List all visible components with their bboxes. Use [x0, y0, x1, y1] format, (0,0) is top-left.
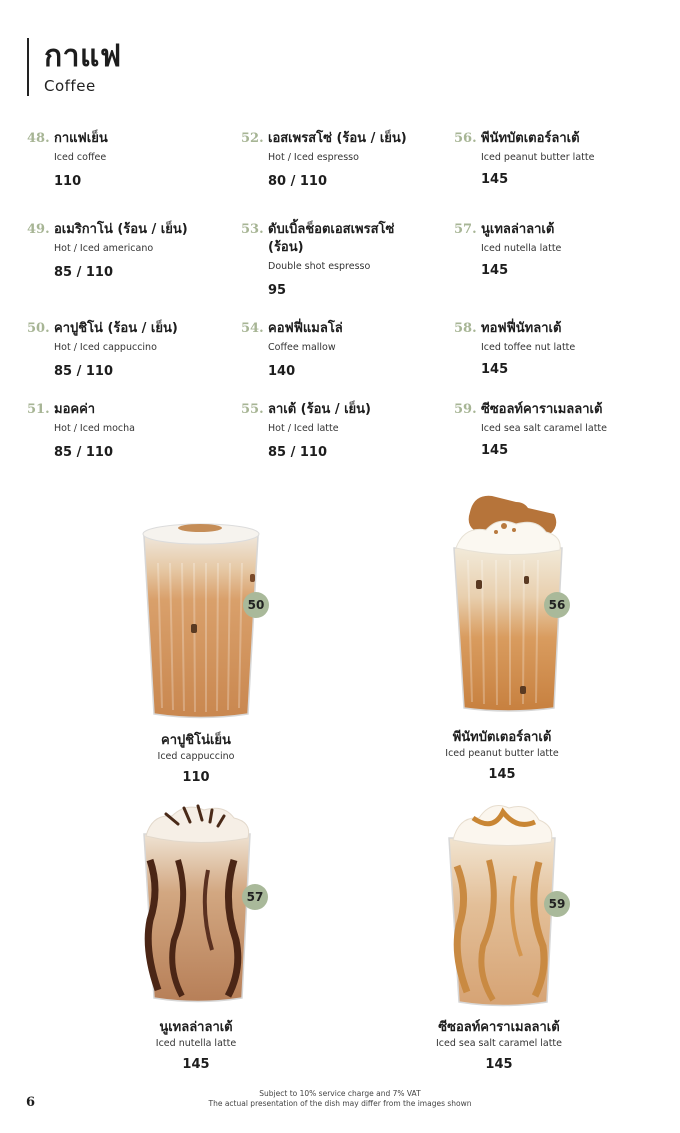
- item-description: Coffee mallow: [268, 342, 336, 353]
- featured-caption: [106, 1019, 286, 1073]
- page-header: [27, 38, 122, 96]
- menu-item[interactable]: [241, 221, 431, 299]
- item-price: 85 / 110: [268, 445, 328, 460]
- featured-name: นูเทลล่าลาเต้: [159, 1020, 233, 1035]
- featured-caption: [412, 729, 592, 783]
- item-price: 80 / 110: [268, 174, 328, 189]
- item-description: Hot / Iced espresso: [268, 152, 359, 163]
- item-description: Hot / Iced cappuccino: [54, 342, 157, 353]
- item-number: 56.: [454, 131, 477, 146]
- featured-name: ซีซอลท์คาราเมลลาเต้: [438, 1020, 560, 1035]
- footer-note: [150, 1089, 530, 1109]
- item-number: 59.: [454, 402, 477, 417]
- iced-cappuccino-photo: [138, 518, 264, 720]
- featured-name: พีนัทบัตเตอร์ลาเต้: [452, 730, 552, 745]
- item-number: 48.: [27, 131, 50, 146]
- item-price: 145: [481, 443, 509, 458]
- featured-description: Iced nutella latte: [155, 1038, 237, 1049]
- item-number: 57.: [454, 222, 477, 237]
- item-price: 145: [481, 172, 509, 187]
- item-name: มอคค่า: [54, 402, 96, 417]
- item-description: Hot / Iced mocha: [54, 423, 135, 434]
- featured-caption: [106, 732, 286, 786]
- item-number: 55.: [241, 402, 264, 417]
- item-price: 95: [268, 283, 287, 298]
- item-name: เอสเพรสโซ่ (ร้อน / เย็น): [268, 131, 407, 146]
- item-name: อเมริกาโน่ (ร้อน / เย็น): [54, 222, 188, 237]
- menu-item[interactable]: [454, 221, 654, 279]
- item-price: 85 / 110: [54, 445, 114, 460]
- item-name: พีนัทบัตเตอร์ลาเต้: [481, 131, 580, 146]
- menu-item[interactable]: [241, 401, 441, 461]
- item-name: ซีซอลท์คาราเมลลาเต้: [481, 402, 603, 417]
- page-number: 6: [26, 1095, 36, 1110]
- item-number-badge: 57: [242, 884, 268, 910]
- featured-description: Iced cappuccino: [157, 751, 235, 762]
- item-name: คอฟฟี่แมลโล่: [268, 321, 343, 336]
- menu-item[interactable]: [27, 221, 227, 281]
- menu-item[interactable]: [27, 401, 227, 461]
- item-price: 85 / 110: [54, 364, 114, 379]
- item-description: Iced toffee nut latte: [481, 342, 576, 353]
- featured-description: Iced sea salt caramel latte: [436, 1038, 562, 1049]
- featured-price: 145: [182, 1057, 210, 1072]
- item-number: 53.: [241, 222, 264, 237]
- item-number-badge: 56: [544, 592, 570, 618]
- item-name: ทอฟฟี่นัทลาเต้: [481, 321, 562, 336]
- item-name: นูเทลล่าลาเต้: [481, 222, 555, 237]
- item-number-badge: 59: [544, 891, 570, 917]
- item-description: Hot / Iced americano: [54, 243, 154, 254]
- service-charge-note: Subject to 10% service charge and 7% VAT: [259, 1089, 421, 1098]
- disclaimer-note: The actual presentation of the dish may differ from the images shown: [208, 1099, 472, 1108]
- item-description: Iced sea salt caramel latte: [481, 423, 607, 434]
- featured-price: 145: [488, 767, 516, 782]
- item-number-badge: 50: [243, 592, 269, 618]
- menu-item[interactable]: [454, 130, 654, 188]
- menu-item[interactable]: [27, 130, 227, 190]
- menu-item[interactable]: [454, 401, 664, 459]
- item-name: กาแฟเย็น: [54, 131, 108, 146]
- featured-caption: [409, 1019, 589, 1073]
- item-description: Hot / Iced latte: [268, 423, 339, 434]
- item-description: Iced coffee: [54, 152, 107, 163]
- menu-item[interactable]: [241, 320, 441, 380]
- page-title-thai: กาแฟ: [44, 39, 122, 74]
- menu-item[interactable]: [27, 320, 227, 380]
- item-price: 110: [54, 174, 82, 189]
- item-number: 52.: [241, 131, 264, 146]
- item-price: 140: [268, 364, 296, 379]
- item-price: 145: [481, 263, 509, 278]
- item-number: 49.: [27, 222, 50, 237]
- item-description: Double shot espresso: [268, 261, 371, 272]
- item-price: 85 / 110: [54, 265, 114, 280]
- item-number: 54.: [241, 321, 264, 336]
- featured-name: คาปูชิโน่เย็น: [161, 733, 231, 748]
- item-number: 58.: [454, 321, 477, 336]
- item-price: 145: [481, 362, 509, 377]
- item-description: Iced peanut butter latte: [481, 152, 595, 163]
- featured-price: 145: [485, 1057, 513, 1072]
- nutella-latte-photo: [138, 800, 254, 1006]
- item-number: 50.: [27, 321, 50, 336]
- item-name: ดับเบิ้ลช็อตเอสเพรสโซ่ (ร้อน): [268, 222, 395, 255]
- menu-item[interactable]: [454, 320, 654, 378]
- item-name: ลาเต้ (ร้อน / เย็น): [268, 402, 371, 417]
- page-title-english: Coffee: [44, 77, 96, 95]
- menu-item[interactable]: [241, 130, 441, 190]
- item-number: 51.: [27, 402, 50, 417]
- item-name: คาปูชิโน่ (ร้อน / เย็น): [54, 321, 178, 336]
- item-description: Iced nutella latte: [481, 243, 562, 254]
- featured-description: Iced peanut butter latte: [445, 748, 559, 759]
- featured-price: 110: [182, 770, 210, 785]
